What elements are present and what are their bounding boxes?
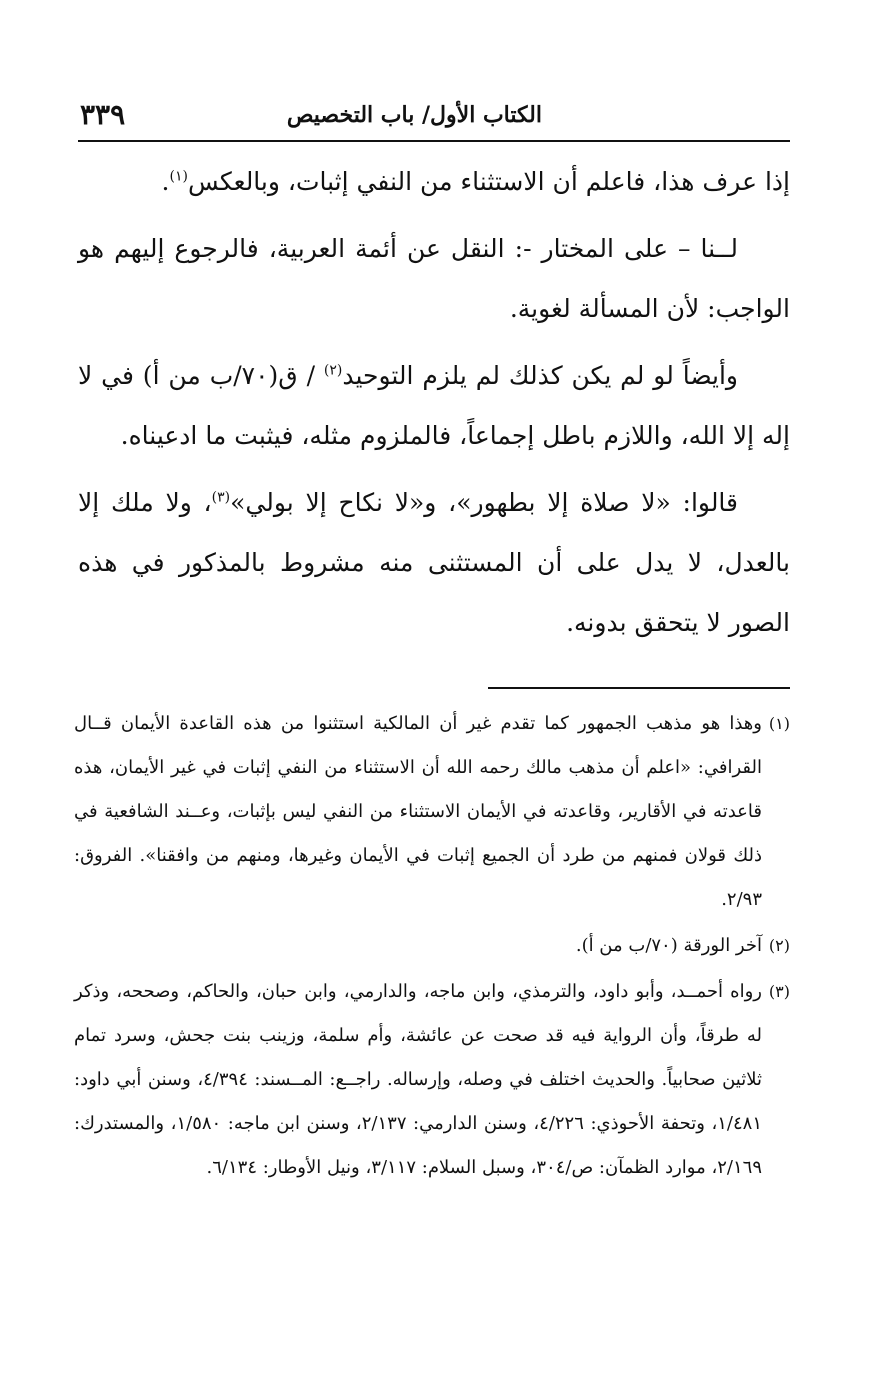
paragraph-1-text: إذا عرف هذا، فاعلم أن الاستثناء من النفي إثبات، وبالعكس [187,167,790,196]
footnote-text: آخر الورقة (٧٠/ب من أ). [575,935,762,956]
paragraph-2 [78,219,790,339]
paragraph-3-text-b: / ق(٧٠/ب من أ) في لا إله إلا الله، واللازم باطل إجماعاً، فالملزوم مثله، فيثبت ما ادعيناه. [78,361,790,450]
paragraph-4-text-a: قالوا: «لا صلاة إلا بطهور»، و«لا نكاح إلا بولي» [230,488,738,517]
footnote-separator [488,687,790,689]
page-number: ٣٣٩ [80,98,126,131]
paragraph-3 [78,346,790,466]
footnotes [74,702,790,1192]
paragraph-4-text-b: ، ولا ملك إلا بالعدل، لا يدل على أن المستثنى منه مشروط بالمذكور في هذه الصور لا يتحقق بدونه. [78,488,790,637]
footnote-number: (٢) [768,936,790,955]
footnote-text: رواه أحمــد، وأبو داود، والترمذي، وابن ماجه، والدارمي، وابن حبان، والحاكم، وصححه، وذكر له طرقاً، وأن الرواية فيه قد صحت عن عائشة، وأم سلمة، وزينب بنت جحش، وسرد تمام ثلاثين صحابياً. والحديث اختلف في وصله، وإرساله. راجــع: المــسند: ٤/٣٩٤، وسنن أبي داود: ١/٤٨١، وتحفة الأحوذي: ٤/٢٢٦، وسنن الدارمي: ٢/١٣٧، وسنن ابن ماجه: ١/٥٨٠، والمستدرك: ٢/١٦٩، موارد الظمآن: ص/٣٠٤، وسبل السلام: ٣/١١٧، ونيل الأوطار: ٦/١٣٤. [74,981,762,1178]
footnote-2 [74,924,790,968]
footnote-ref-1[interactable]: (١) [169,168,188,185]
running-title: الكتاب الأول/ باب التخصيص [286,102,542,128]
paragraph-1-end: . [161,167,170,196]
footnote-number: (٣) [768,982,790,1001]
main-text [78,152,790,660]
footnote-ref-2[interactable]: (٢) [323,362,343,379]
footnote-ref-3[interactable]: (٣) [211,489,231,506]
paragraph-3-text-a: وأيضاً لو لم يكن كذلك لم يلزم التوحيد [342,361,738,390]
paragraph-1 [78,152,790,212]
page-header [78,96,790,142]
paragraph-2-text: لــنا – على المختار -: النقل عن أئمة العربية، فالرجوع إليهم هو الواجب: لأن المسألة لغوية. [78,234,790,323]
footnote-text: وهذا هو مذهب الجمهور كما تقدم غير أن المالكية استثنوا من هذه القاعدة الأيمان قــال القرافي: «اعلم أن مذهب مالك رحمه الله أن الاستثناء من النفي إثبات في غير الأيمان، هذه قاعدته في الأقارير، وقاعدته في الأيمان الاستثناء من النفي ليس بإثبات، وعــند الشافعية في ذلك قولان فمنهم من طرد أن الجميع إثبات في الأيمان وغيرها، ومنهم من وافقنا». الفروق: ٢/٩٣. [74,713,762,910]
footnote-3 [74,970,790,1190]
paragraph-4 [78,473,790,653]
footnote-number: (١) [768,714,790,733]
footnote-1 [74,702,790,922]
